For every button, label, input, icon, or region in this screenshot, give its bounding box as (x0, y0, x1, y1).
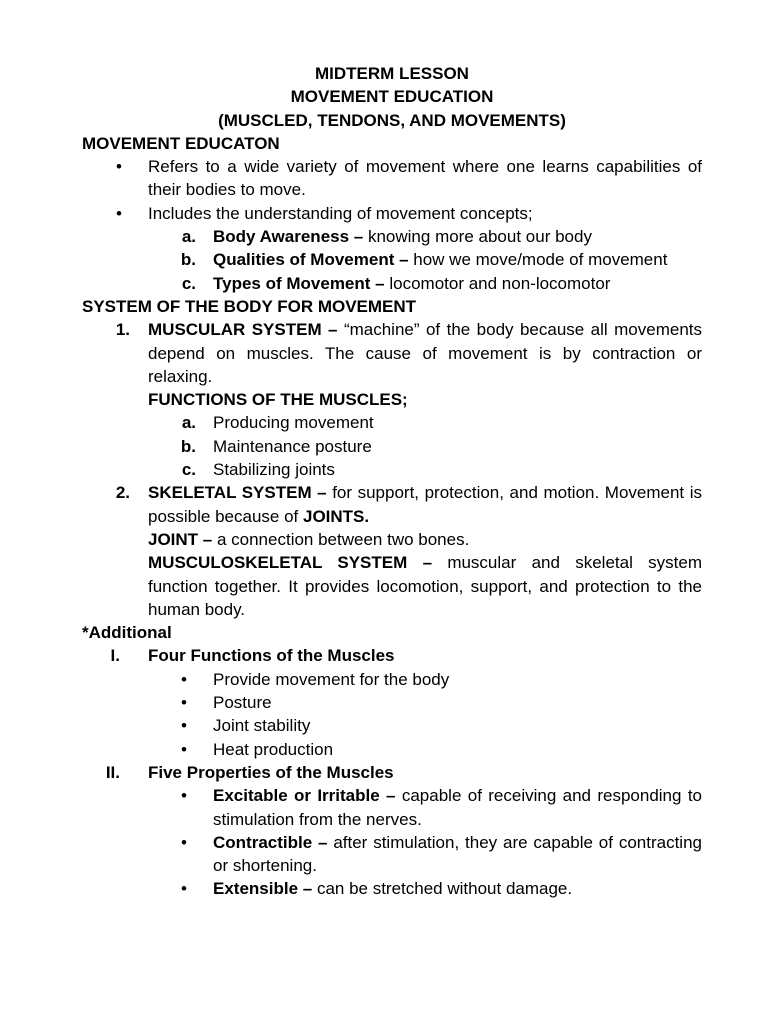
list-marker: a. (181, 413, 196, 433)
numbered-item-muscular: 1. MUSCULAR SYSTEM – “machine” of the body because all movements depend on muscles. The cause of movement is by contraction or relaxing. (82, 318, 702, 388)
doc-title-3: (MUSCLED, TENDONS, AND MOVEMENTS) (218, 110, 566, 130)
roman-item-four-functions: I. Four Functions of the Muscles (82, 644, 702, 667)
list-item: a. Body Awareness – knowing more about our body (82, 225, 702, 248)
term: Contractible – (213, 832, 328, 852)
bullet-icon: • (116, 203, 122, 223)
doc-title-2: MOVEMENT EDUCATION (290, 87, 494, 107)
list-marker: I. (110, 646, 120, 666)
numbered-item-skeletal: 2. SKELETAL SYSTEM – for support, protection, and motion. Movement is possible because of JOINTS. (82, 481, 702, 528)
list-marker: b. (180, 436, 196, 456)
definition-joint: JOINT – a connection between two bones. (148, 529, 470, 549)
term: MUSCULAR SYSTEM – (148, 320, 338, 340)
section-heading-movement-education: MOVEMENT EDUCATON (82, 133, 280, 153)
list-item: b. Maintenance posture (82, 435, 702, 458)
bullet-item: • Provide movement for the body (82, 668, 702, 691)
list-item: a. Producing movement (82, 411, 702, 434)
bullet-icon: • (181, 786, 187, 806)
list-marker: 1. (115, 320, 130, 340)
bullet-icon: • (181, 716, 187, 736)
term: Body Awareness – (213, 227, 364, 247)
bullet-item: • Joint stability (82, 714, 702, 737)
list-item: b. Qualities of Movement – how we move/mode of movement (82, 248, 702, 271)
bullet-item: • Refers to a wide variety of movement where one learns capabilities of their bodies to move. (82, 155, 702, 202)
definition-musculoskeletal: MUSCULOSKELETAL SYSTEM – muscular and skeletal system function together. It provides locomotion, support, and protection to the human body. (148, 553, 702, 619)
bullet-icon: • (181, 832, 187, 852)
bullet-icon: • (181, 693, 187, 713)
bullet-icon: • (181, 739, 187, 759)
roman-item-five-properties: II. Five Properties of the Muscles (82, 761, 702, 784)
list-marker: c. (181, 460, 196, 480)
list-marker: b. (180, 250, 196, 270)
term: Qualities of Movement – (213, 250, 409, 270)
bullet-item: • Contractible – after stimulation, they are capable of contracting or shortening. (82, 831, 702, 878)
list-marker: c. (181, 273, 196, 293)
section-heading-system-of-body: SYSTEM OF THE BODY FOR MOVEMENT (82, 296, 417, 316)
document-page (82, 62, 702, 901)
term: JOINTS. (303, 506, 370, 526)
term: JOINT – (148, 529, 213, 549)
section-heading-additional: *Additional (82, 623, 172, 643)
bullet-item: • Heat production (82, 738, 702, 761)
list-item: c. Stabilizing joints (82, 458, 702, 481)
term: Extensible – (213, 879, 313, 899)
term: SKELETAL SYSTEM – (148, 483, 327, 503)
bullet-item: • Includes the understanding of movement concepts; (82, 202, 702, 225)
bullet-icon: • (181, 879, 187, 899)
bullet-icon: • (181, 669, 187, 689)
list-item: c. Types of Movement – locomotor and non-locomotor (82, 272, 702, 295)
bullet-icon: • (116, 157, 122, 177)
term: Excitable or Irritable – (213, 786, 396, 806)
sub-heading-functions: FUNCTIONS OF THE MUSCLES; (148, 390, 408, 410)
term: Types of Movement – (213, 273, 385, 293)
doc-title-1: MIDTERM LESSON (315, 64, 469, 83)
bullet-item: • Extensible – can be stretched without damage. (82, 877, 702, 900)
bullet-item: • Posture (82, 691, 702, 714)
list-marker: II. (105, 762, 120, 782)
term: MUSCULOSKELETAL SYSTEM – (148, 553, 433, 573)
list-marker: a. (181, 227, 196, 247)
list-marker: 2. (115, 483, 130, 503)
bullet-item: • Excitable or Irritable – capable of receiving and responding to stimulation from the nerves. (82, 784, 702, 831)
